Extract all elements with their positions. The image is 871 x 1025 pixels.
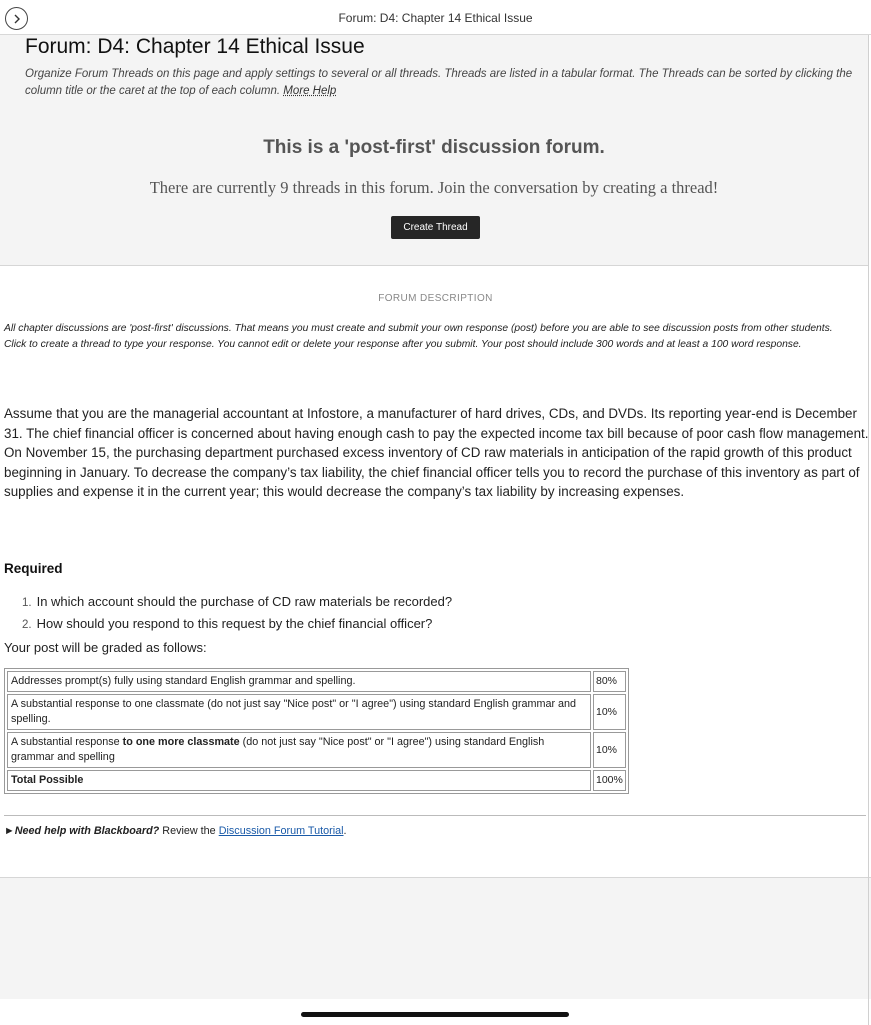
grading-table bbox=[4, 668, 629, 794]
criteria-text: (do not just say "Nice post" or "I agree") using standard English grammar and spelling bbox=[11, 736, 545, 763]
help-end: . bbox=[343, 825, 347, 837]
divider bbox=[4, 815, 866, 816]
more-help-link[interactable]: More Help bbox=[283, 85, 337, 97]
right-edge-divider bbox=[868, 35, 869, 1025]
table-row bbox=[7, 732, 626, 768]
total-row bbox=[7, 770, 626, 791]
forum-header bbox=[0, 35, 868, 266]
question-number: 1. bbox=[22, 597, 32, 609]
required-heading: Required bbox=[4, 561, 63, 576]
create-thread-button[interactable]: Create Thread bbox=[391, 216, 480, 239]
post-first-notice: This is a 'post-first' discussion forum. bbox=[263, 137, 605, 158]
footer-area bbox=[0, 877, 871, 999]
table-row bbox=[7, 671, 626, 692]
criteria-emphasis: to one more classmate bbox=[122, 736, 240, 748]
page-instructions bbox=[25, 66, 860, 100]
criteria-cell bbox=[7, 694, 591, 730]
scenario-text: Assume that you are the managerial accountant at Infostore, a manufacturer of hard drives, CDs, and DVDs. Its reporting year-end is December 31. The chief financial officer is concerned about having enough cash to pay the expected income tax bill because of poor cash flow management. On November 15, the purchasing department purchased excess inventory of CD raw materials in anticipation of the rapid growth of this product beginning in January. To decrease the company’s tax liability, the chief financial officer tells you to record the purchase of this inventory as part of supplies and expense it in the current year; this would decrease the company’s tax liability by increasing expenses. bbox=[4, 406, 869, 500]
table-row bbox=[7, 694, 626, 730]
criteria-cell bbox=[7, 732, 591, 768]
triangle-right-icon: ► bbox=[4, 825, 15, 837]
page-title: Forum: D4: Chapter 14 Ethical Issue bbox=[25, 35, 365, 58]
window-title: Forum: D4: Chapter 14 Ethical Issue bbox=[338, 11, 533, 25]
forum-description-text: All chapter discussions are 'post-first' discussions. That means you must create and submit your own response (post) before you are able to see discussion posts from other students. Click to create a thread to type your response. You cannot edit or delete your response after you submit. Your post should include 300 words and at least a 100 word response. bbox=[4, 323, 833, 350]
question-number: 2. bbox=[22, 618, 32, 631]
questions-list bbox=[22, 592, 452, 635]
criteria-text: Addresses prompt(s) fully using standard English grammar and spelling. bbox=[11, 675, 356, 687]
question-text: How should you respond to this request by the chief financial officer? bbox=[36, 615, 433, 631]
percent-cell: 10% bbox=[593, 732, 626, 768]
tutorial-link[interactable]: Discussion Forum Tutorial bbox=[218, 825, 344, 837]
percent-cell: 10% bbox=[593, 694, 626, 730]
top-bar bbox=[0, 0, 871, 35]
criteria-text: A substantial response bbox=[11, 736, 123, 748]
help-line bbox=[4, 825, 347, 837]
help-text: Review the bbox=[159, 825, 219, 837]
question-text: In which account should the purchase of CD raw materials be recorded? bbox=[36, 594, 453, 609]
criteria-text: A substantial response to one classmate (do not just say "Nice post" or "I agree") using standard English grammar and spelling. bbox=[11, 698, 577, 725]
thread-count-text: There are currently 9 threads in this forum. Join the conversation by creating a thread! bbox=[149, 178, 719, 197]
question-item bbox=[22, 592, 452, 614]
page-instructions-text: Organize Forum Threads on this page and apply settings to several or all threads. Threads are listed in a tabular format. The Threads can be sorted by clicking the column title or the caret at the top of each column. bbox=[25, 68, 853, 97]
home-indicator[interactable] bbox=[301, 1012, 569, 1017]
question-item bbox=[22, 614, 452, 636]
forum-description-label: FORUM DESCRIPTION bbox=[378, 293, 493, 304]
help-question: Need help with Blackboard? bbox=[14, 825, 160, 837]
total-percent: 100% bbox=[593, 770, 626, 791]
criteria-cell bbox=[7, 671, 591, 692]
percent-cell: 80% bbox=[593, 671, 626, 692]
grading-intro: Your post will be graded as follows: bbox=[4, 640, 207, 655]
total-label: Total Possible bbox=[7, 770, 591, 791]
